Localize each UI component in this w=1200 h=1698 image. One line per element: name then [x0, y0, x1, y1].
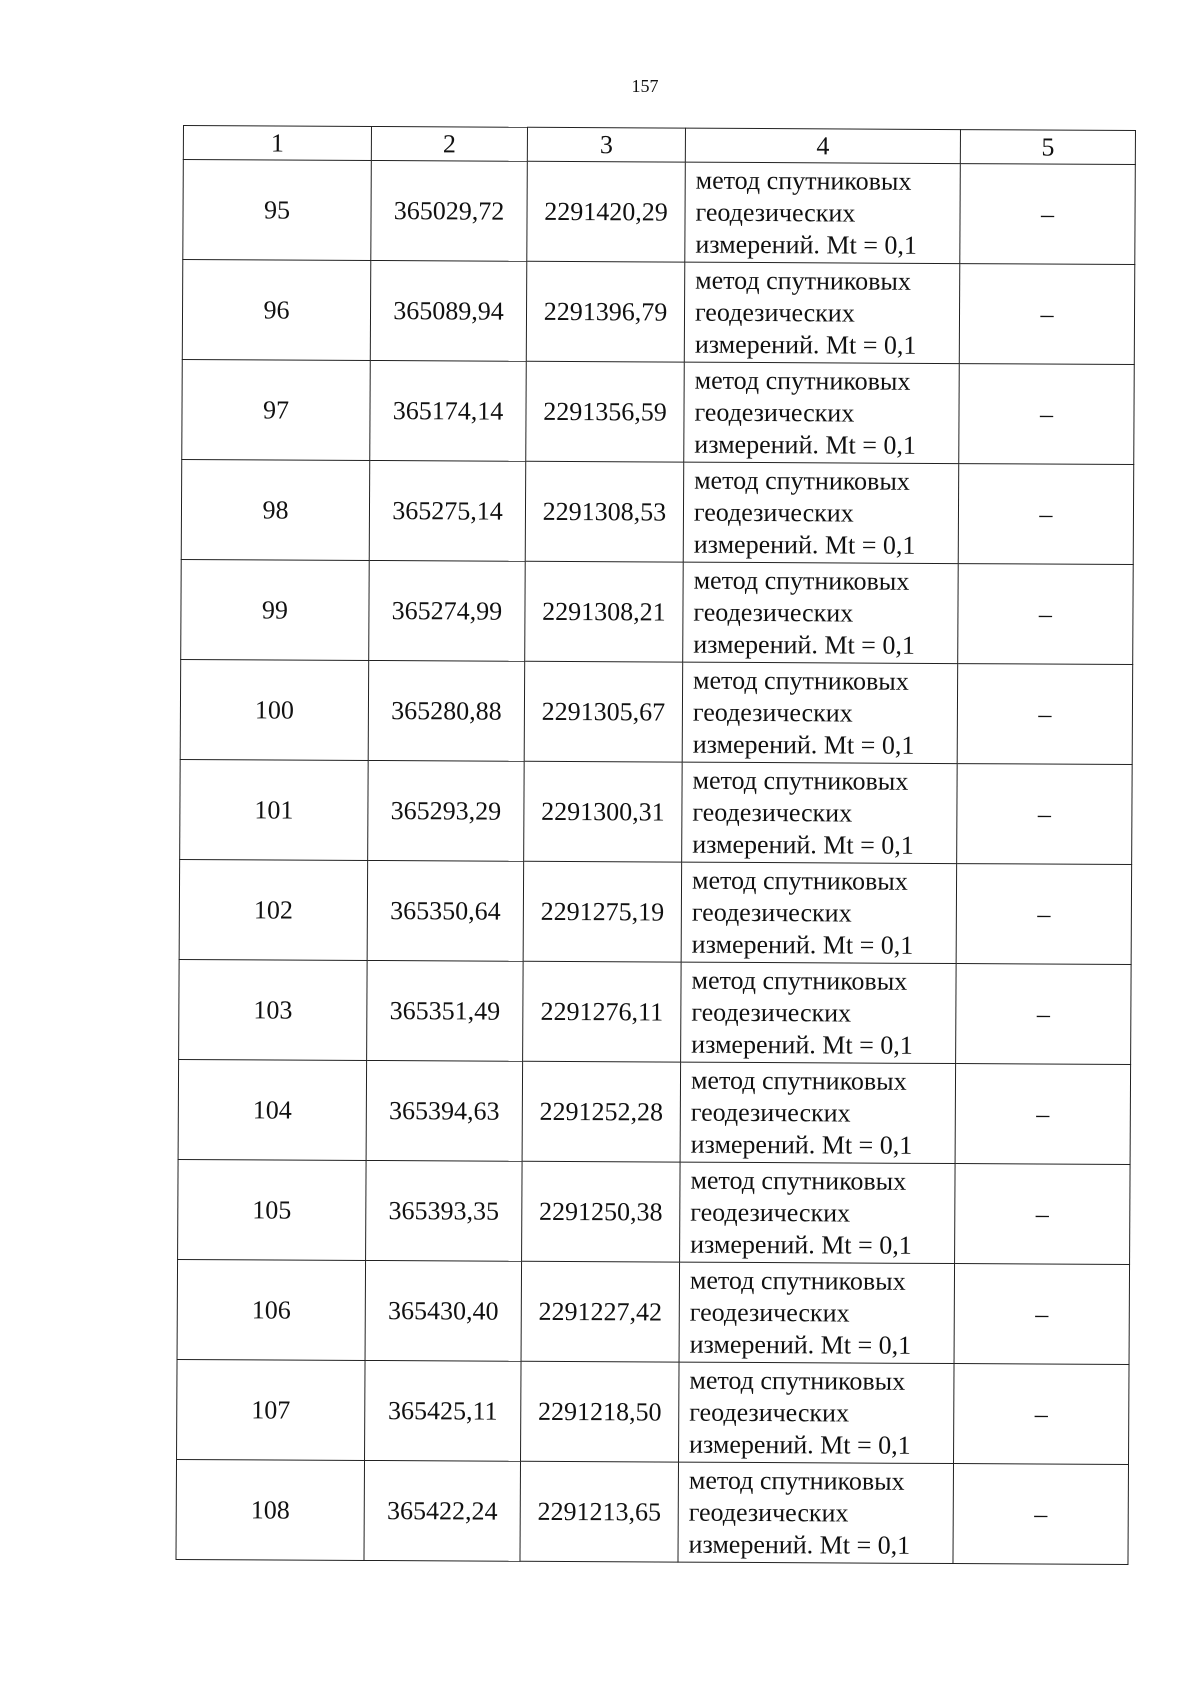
page-number: 157 [631, 76, 659, 96]
x-coordinate-cell: 365430,40 [365, 1260, 522, 1361]
header-col-4: 4 [685, 128, 960, 163]
point-number-cell: 98 [181, 459, 370, 560]
method-line: метод спутниковых [691, 865, 908, 896]
method-line: измерений. Mt = 0,1 [689, 1429, 911, 1460]
method-cell [681, 962, 957, 1063]
x-coordinate-cell: 365425,11 [365, 1360, 522, 1461]
method-line: геодезических [689, 1297, 850, 1328]
point-number-cell: 105 [178, 1159, 367, 1260]
x-coordinate-cell: 365394,63 [366, 1060, 523, 1161]
method-line: измерений. Mt = 0,1 [690, 1229, 912, 1260]
method-line: измерений. Mt = 0,1 [693, 529, 916, 560]
table-row [183, 160, 1136, 265]
y-coordinate-cell: 2291300,31 [524, 761, 683, 862]
note-cell: – [955, 1164, 1131, 1265]
note-cell: – [957, 664, 1133, 765]
point-number-cell: 95 [183, 160, 372, 261]
x-coordinate-cell: 365089,94 [370, 260, 527, 361]
method-cell [684, 262, 960, 363]
x-coordinate-cell: 365274,99 [369, 560, 526, 661]
table-body [176, 160, 1135, 1565]
y-coordinate-cell: 2291252,28 [522, 1061, 681, 1162]
table-row [178, 1059, 1131, 1164]
method-line: метод спутниковых [689, 1265, 906, 1296]
method-line: геодезических [695, 197, 856, 228]
note-cell: – [956, 864, 1132, 965]
x-coordinate-cell: 365275,14 [369, 460, 526, 561]
method-line: геодезических [693, 597, 854, 628]
note-cell: – [957, 764, 1133, 865]
method-line: геодезических [690, 1197, 851, 1228]
method-line: геодезических [692, 797, 853, 828]
note-cell: – [958, 464, 1134, 565]
method-line: измерений. Mt = 0,1 [688, 1529, 911, 1560]
point-number-cell: 100 [180, 659, 369, 760]
point-number-cell: 107 [177, 1359, 366, 1460]
method-cell [684, 362, 960, 463]
table-header [183, 126, 1135, 165]
method-line: измерений. Mt = 0,1 [694, 429, 917, 460]
method-line: геодезических [693, 497, 854, 528]
method-line: геодезических [691, 997, 852, 1028]
table-row [177, 1359, 1130, 1464]
method-line: геодезических [691, 897, 852, 928]
method-line: метод спутниковых [695, 265, 911, 296]
x-coordinate-cell: 365422,24 [364, 1460, 521, 1561]
table-row [181, 459, 1134, 564]
table-row [178, 1159, 1131, 1264]
method-line: измерений. Mt = 0,1 [692, 829, 914, 860]
method-cell [682, 762, 958, 863]
y-coordinate-cell: 2291305,67 [524, 661, 683, 762]
y-coordinate-cell: 2291356,59 [526, 361, 685, 462]
method-cell [679, 1262, 955, 1363]
note-cell: – [956, 964, 1132, 1065]
method-cell [679, 1362, 955, 1463]
method-line: измерений. Mt = 0,1 [691, 929, 914, 960]
point-number-cell: 99 [181, 559, 370, 660]
header-col-2: 2 [371, 126, 527, 161]
note-cell: – [958, 564, 1134, 665]
method-line: геодезических [694, 297, 855, 328]
method-cell [681, 862, 957, 963]
method-line: геодезических [688, 1497, 849, 1528]
point-number-cell: 108 [176, 1459, 365, 1560]
method-line: метод спутниковых [693, 565, 910, 596]
method-line: измерений. Mt = 0,1 [692, 729, 915, 760]
note-cell: – [959, 264, 1135, 365]
point-number-cell: 103 [179, 959, 368, 1060]
point-number-cell: 96 [182, 260, 371, 361]
table-row [180, 659, 1133, 764]
y-coordinate-cell: 2291276,11 [523, 961, 682, 1062]
note-cell: – [960, 164, 1136, 265]
method-line: измерений. Mt = 0,1 [695, 229, 918, 260]
table-row [179, 859, 1132, 964]
point-number-cell: 102 [179, 859, 368, 960]
method-cell [678, 1462, 954, 1563]
point-number-cell: 97 [182, 359, 371, 460]
x-coordinate-cell: 365280,88 [368, 660, 525, 761]
header-col-3: 3 [527, 127, 685, 162]
note-cell: – [955, 1064, 1131, 1165]
point-number-cell: 104 [178, 1059, 367, 1160]
y-coordinate-cell: 2291308,53 [525, 461, 684, 562]
method-line: метод спутниковых [694, 365, 911, 396]
table-row [182, 359, 1135, 464]
y-coordinate-cell: 2291396,79 [526, 261, 685, 362]
method-line: метод спутниковых [690, 1165, 907, 1196]
point-number-cell: 101 [180, 759, 369, 860]
method-line: метод спутниковых [695, 165, 912, 196]
method-line: геодезических [690, 1097, 851, 1128]
method-line: измерений. Mt = 0,1 [694, 329, 917, 360]
method-line: метод спутниковых [688, 1465, 905, 1496]
point-number-cell: 106 [177, 1259, 366, 1360]
table-row [182, 260, 1135, 365]
coordinates-table [175, 125, 1136, 1565]
table-row [177, 1259, 1130, 1364]
x-coordinate-cell: 365350,64 [367, 860, 524, 961]
method-line: метод спутниковых [694, 465, 910, 496]
method-line: метод спутниковых [692, 765, 909, 796]
table-row [176, 1459, 1129, 1564]
note-cell: – [959, 364, 1135, 465]
method-cell [682, 662, 958, 763]
header-col-1: 1 [183, 126, 371, 161]
method-line: измерений. Mt = 0,1 [690, 1129, 913, 1160]
x-coordinate-cell: 365293,29 [368, 760, 525, 861]
method-line: метод спутниковых [690, 1065, 907, 1096]
header-row [183, 126, 1135, 165]
table-row [179, 959, 1132, 1064]
method-cell [685, 162, 961, 263]
method-line: метод спутниковых [689, 1365, 906, 1396]
coordinates-table-container [175, 125, 1135, 1565]
y-coordinate-cell: 2291218,50 [521, 1361, 680, 1462]
method-line: геодезических [694, 397, 855, 428]
method-cell [683, 462, 959, 563]
note-cell: – [953, 1464, 1129, 1565]
method-line: геодезических [692, 697, 853, 728]
y-coordinate-cell: 2291250,38 [522, 1161, 681, 1262]
method-cell [680, 1162, 956, 1263]
method-line: измерений. Mt = 0,1 [689, 1329, 912, 1360]
y-coordinate-cell: 2291275,19 [523, 861, 682, 962]
method-line: измерений. Mt = 0,1 [693, 629, 915, 660]
header-col-5: 5 [960, 130, 1135, 165]
method-line: метод спутниковых [691, 965, 908, 996]
method-line: метод спутниковых [693, 665, 909, 696]
x-coordinate-cell: 365393,35 [366, 1160, 523, 1261]
method-line: геодезических [689, 1397, 850, 1428]
y-coordinate-cell: 2291308,21 [525, 561, 684, 662]
method-cell [680, 1062, 956, 1163]
y-coordinate-cell: 2291213,65 [520, 1461, 679, 1562]
table-row [181, 559, 1134, 664]
table-row [180, 759, 1133, 864]
x-coordinate-cell: 365174,14 [370, 360, 527, 461]
method-line: измерений. Mt = 0,1 [691, 1029, 913, 1060]
x-coordinate-cell: 365029,72 [371, 160, 528, 261]
note-cell: – [954, 1264, 1130, 1365]
x-coordinate-cell: 365351,49 [367, 960, 524, 1061]
method-cell [683, 562, 959, 663]
note-cell: – [954, 1364, 1130, 1465]
y-coordinate-cell: 2291420,29 [527, 161, 686, 262]
y-coordinate-cell: 2291227,42 [521, 1261, 680, 1362]
